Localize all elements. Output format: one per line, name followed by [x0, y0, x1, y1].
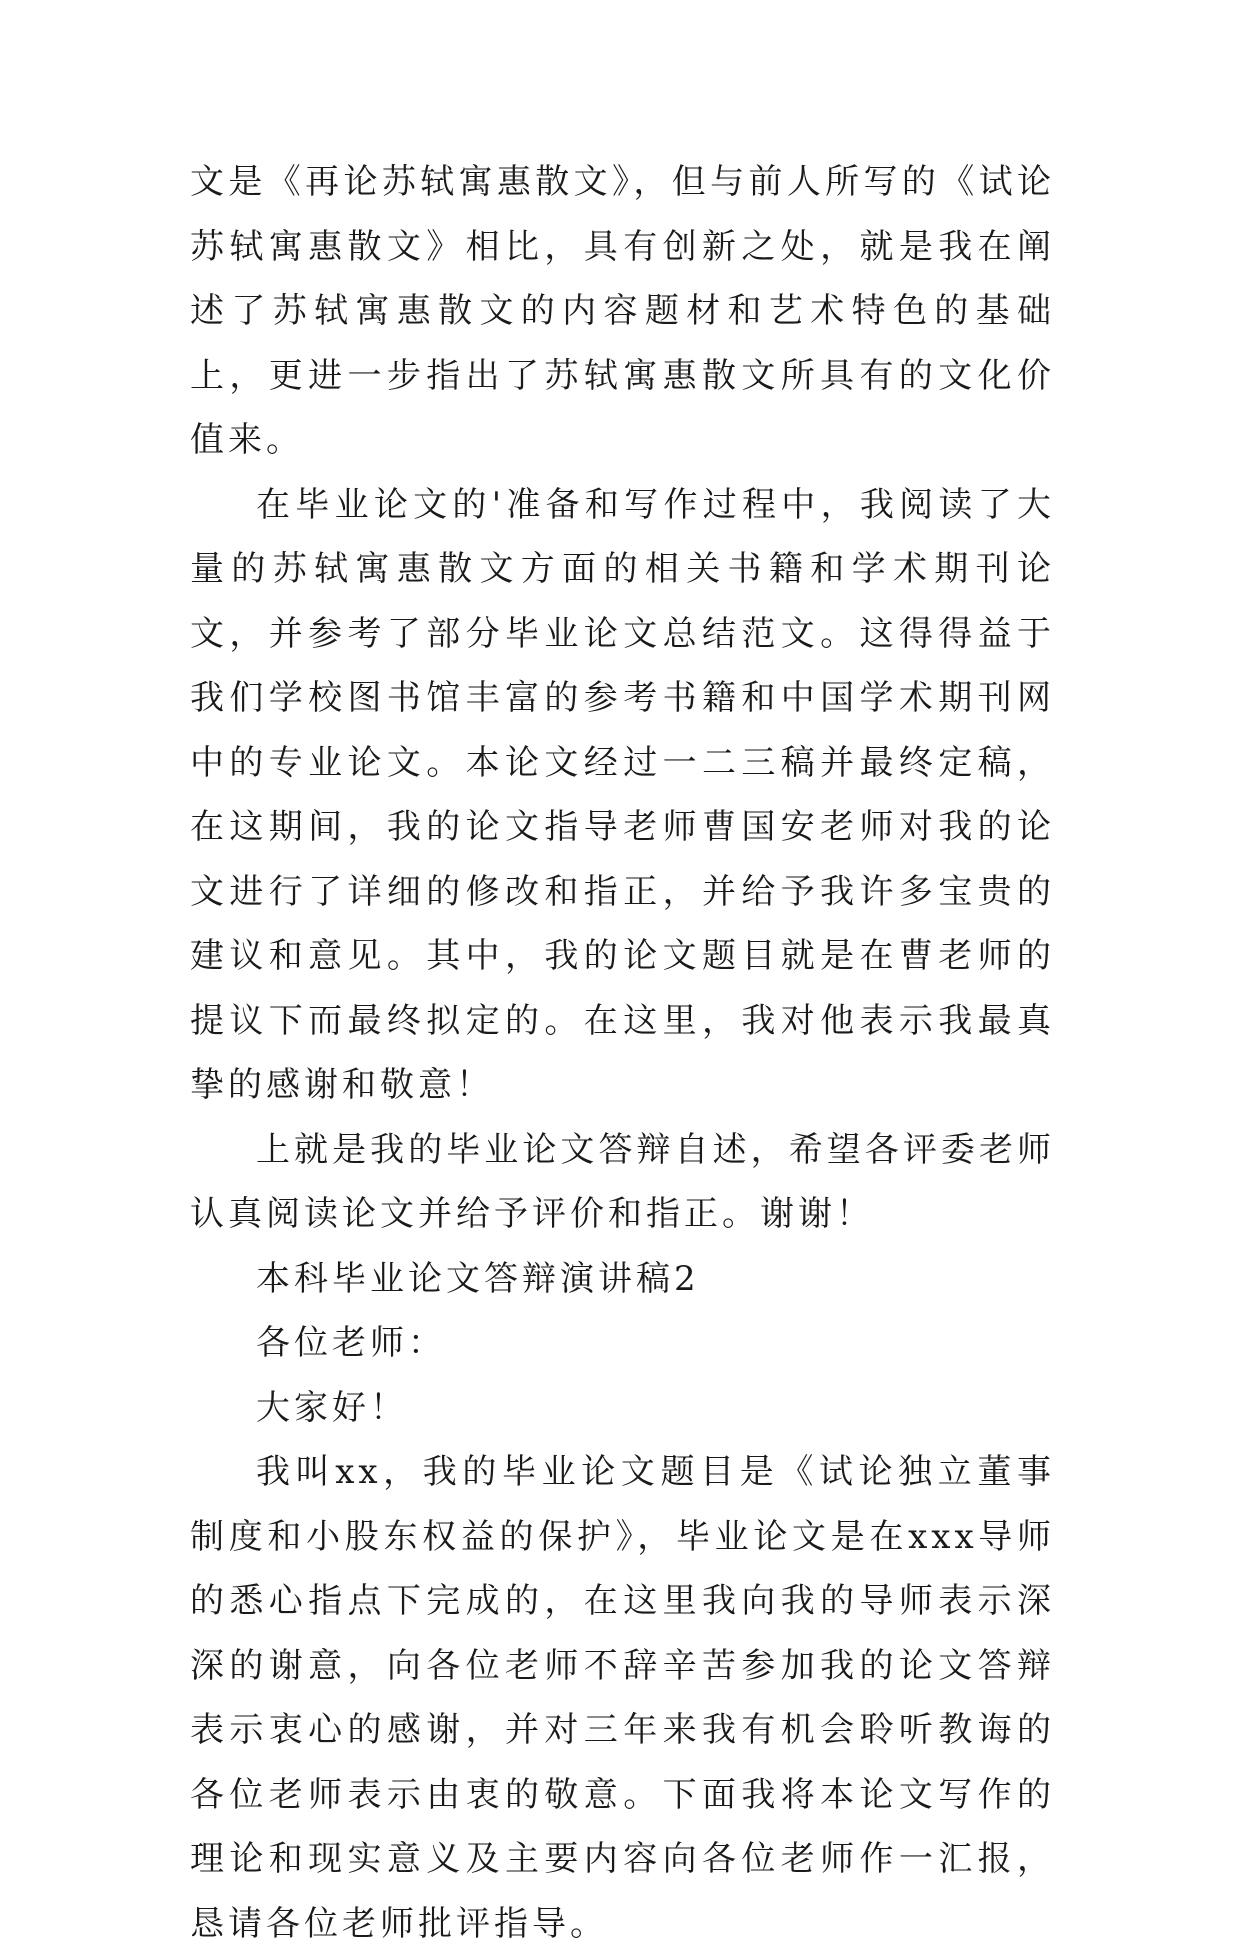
- salutation: 各位老师：: [256, 1323, 446, 1363]
- paragraph-acknowledgement: 在毕业论文的'准备和写作过程中，我阅读了大量的苏轼寓惠散文方面的相关书籍和学术期刊论文，并参考了部分毕业论文总结范文。这得得益于我们学校图书馆丰富的参考书籍和中国学术期刊网中的专业论文。本论文经过一二三稿并最终定稿，在这期间，我的论文指导老师曹国安老师对我的论文进行了详细的修改和指正，并给予我许多宝贵的建议和意见。其中，我的论文题目就是在曹老师的提议下而最终拟定的。在这里，我对他表示我最真挚的感谢和敬意！: [190, 484, 1055, 1105]
- paragraph-continuation: 文是《再论苏轼寓惠散文》，但与前人所写的《试论苏轼寓惠散文》相比，具有创新之处，就是我在阐述了苏轼寓惠散文的内容题材和艺术特色的基础上，更进一步指出了苏轼寓惠散文所具有的文化价值来。: [190, 162, 1055, 460]
- section-heading: 本科毕业论文答辩演讲稿2: [256, 1258, 700, 1299]
- document-page: [190, 150, 1055, 1956]
- greeting: 大家好！: [256, 1387, 408, 1428]
- paragraph-closing: 上就是我的毕业论文答辩自述，希望各评委老师认真阅读论文并给予评价和指正。谢谢！: [190, 1129, 1055, 1234]
- paragraph-introduction: 我叫xx，我的毕业论文题目是《试论独立董事制度和小股东权益的保护》，毕业论文是在xxx导师的悉心指点下完成的，在这里我向我的导师表示深深的谢意，向各位老师不辞辛苦参加我的论文答辩表示衷心的感谢，并对三年来我有机会聆听教诲的各位老师表示由衷的敬意。下面我将本论文写作的理论和现实意义及主要内容向各位老师作一汇报，恳请各位老师批评指导。: [190, 1452, 1055, 1944]
